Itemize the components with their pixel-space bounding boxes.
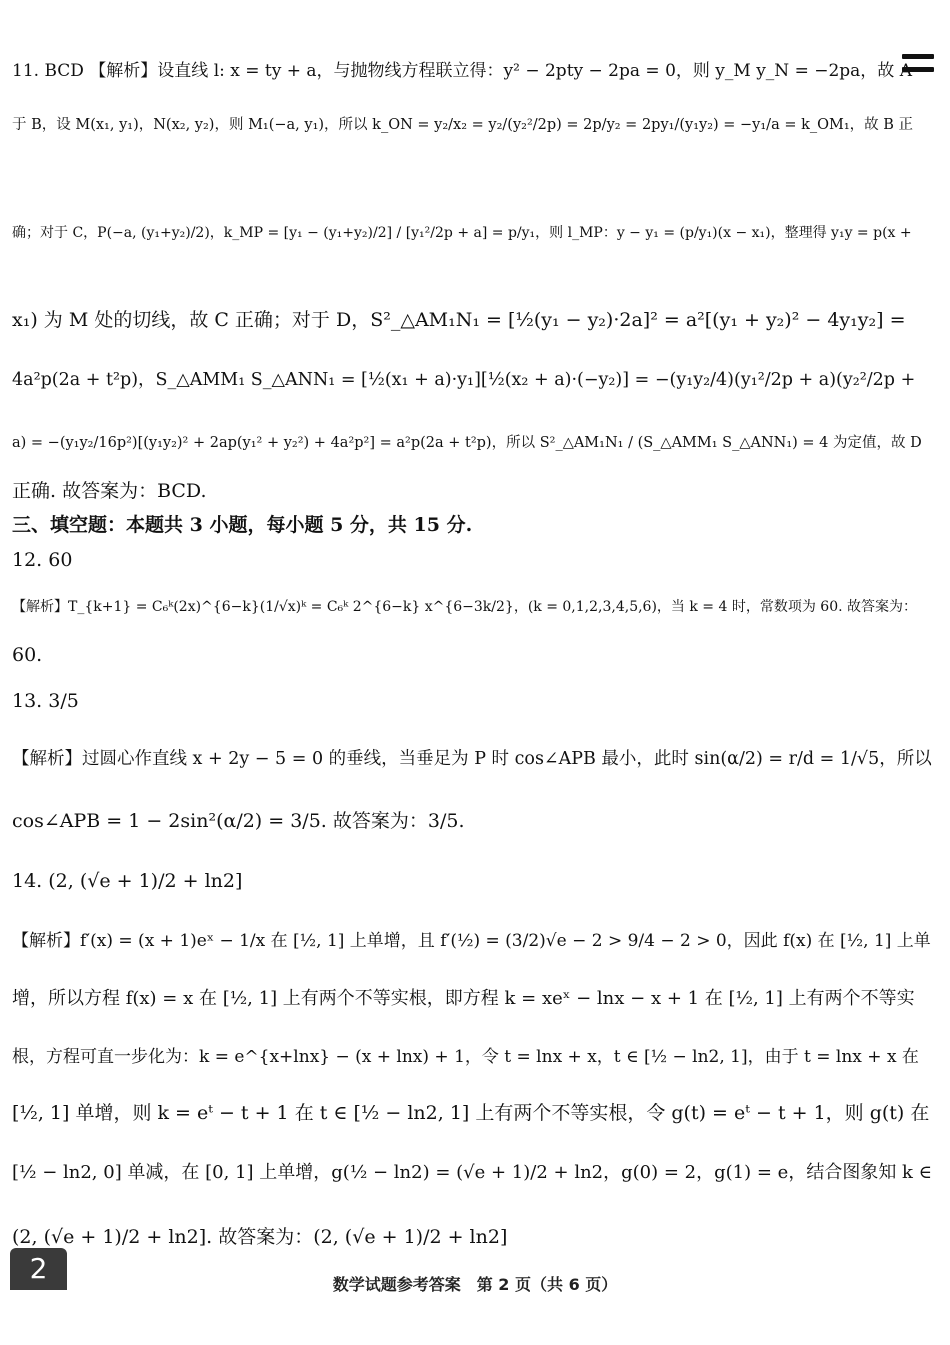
- q12-line-1: 【解析】T_{k+1} = C₆ᵏ(2x)^{6−k}(1/√x)ᵏ = C₆ᵏ 2^{6−k} x^{6−3k/2}，(k = 0,1,2,3,4,5,6)，当 k = 4 时，常数项为 60. 故答案为：: [12, 599, 918, 615]
- q13-line-1: 【解析】过圆心作直线 x + 2y − 5 = 0 的垂线，当垂足为 P 时 cos∠APB 最小，此时 sin(α/2) = r/d = 1/√5，所以: [12, 749, 932, 769]
- q14-line-6: (2, (√e + 1)/2 + ln2]. 故答案为：(2, (√e + 1)/2 + ln2]: [12, 1226, 508, 1248]
- q14-line-3: 根，方程可直一步化为：k = e^{x+lnx} − (x + lnx) + 1，令 t = lnx + x，t ∈ [½ − ln2, 1]，由于 t = lnx + x 在: [12, 1047, 919, 1067]
- q12-answer: 12. 60: [12, 549, 73, 571]
- q11-line-7: 正确. 故答案为：BCD.: [12, 480, 207, 502]
- q11-line-2: 于 B，设 M(x₁, y₁)，N(x₂, y₂)，则 M₁(−a, y₁)，所以 k_ON = y₂/x₂ = y₂/(y₂²/2p) = 2p/y₂ = 2py₁/(y₁y₂) = −y₁/a = k_OM₁，故 B 正: [12, 117, 914, 133]
- q11-line-6: a) = −(y₁y₂/16p²)[(y₁y₂)² + 2ap(y₁² + y₂²) + 4a²p²] = a²p(2a + t²p)，所以 S²_△AM₁N₁ / (S_△AMM₁ S_△ANN₁) = 4 为定值，故 D: [12, 435, 922, 451]
- q11-line-3: 确；对于 C，P(−a, (y₁+y₂)/2)，k_MP = [y₁ − (y₁+y₂)/2] / [y₁²/2p + a] = p/y₁，则 l_MP：y − y₁ = (p/y₁)(x − x₁)，整理得 y₁y = p(x +: [12, 225, 912, 241]
- q14-line-5: [½ − ln2, 0] 单减，在 [0, 1] 上单增，g(½ − ln2) = (√e + 1)/2 + ln2，g(0) = 2，g(1) = e，结合图象知 k ∈: [12, 1162, 932, 1183]
- q14-answer: 14. (2, (√e + 1)/2 + ln2]: [12, 870, 243, 892]
- q11-line-5: 4a²p(2a + t²p)，S_△AMM₁ S_△ANN₁ = [½(x₁ + a)·y₁][½(x₂ + a)·(−y₂)] = −(y₁y₂/4)(y₁²/2p + a)(y₂²/2p +: [12, 370, 916, 390]
- q14-line-2: 增，所以方程 f(x) = x 在 [½, 1] 上有两个不等实根，即方程 k = xeˣ − lnx − x + 1 在 [½, 1] 上有两个不等实: [12, 988, 915, 1009]
- section-heading: 三、填空题：本题共 3 小题，每小题 5 分，共 15 分.: [12, 514, 473, 536]
- q14-line-4: [½, 1] 单增，则 k = eᵗ − t + 1 在 t ∈ [½ − ln2, 1] 上有两个不等实根，令 g(t) = eᵗ − t + 1，则 g(t) 在: [12, 1102, 930, 1124]
- q11-line-4: x₁) 为 M 处的切线，故 C 正确；对于 D，S²_△AM₁N₁ = [½(y₁ − y₂)·2a]² = a²[(y₁ + y₂)² − 4y₁y₂] =: [12, 309, 906, 331]
- q14-line-1: 【解析】f′(x) = (x + 1)eˣ − 1/x 在 [½, 1] 上单增，且 f′(½) = (3/2)√e − 2 > 9/4 − 2 > 0，因此 f(x) 在 [½, 1] 上单: [12, 931, 931, 951]
- q11-line-1: 11. BCD 【解析】设直线 l: x = ty + a，与抛物线方程联立得：y² − 2pty − 2pa = 0，则 y_M y_N = −2pa，故 A: [12, 61, 912, 81]
- q13-line-2: cos∠APB = 1 − 2sin²(α/2) = 3/5. 故答案为：3/5.: [12, 810, 465, 832]
- q13-answer: 13. 3/5: [12, 690, 79, 712]
- page-number-badge: 2: [10, 1248, 67, 1290]
- page-footer: 数学试题参考答案 第 2 页（共 6 页）: [332, 1275, 618, 1294]
- q12-line-2: 60.: [12, 644, 43, 666]
